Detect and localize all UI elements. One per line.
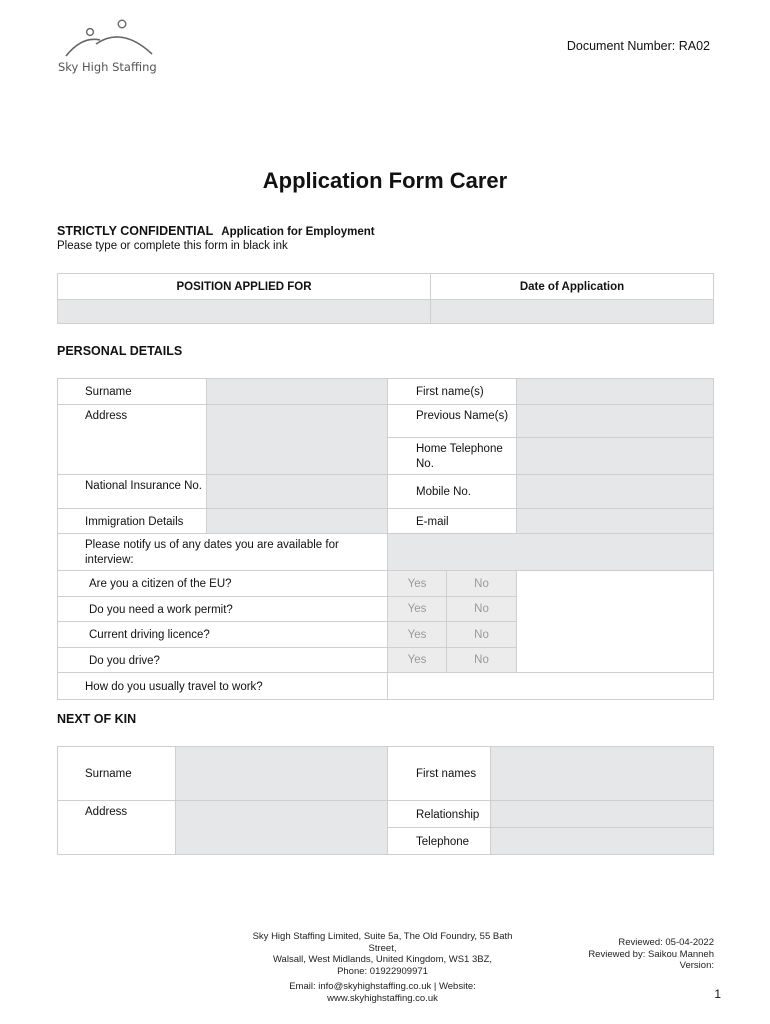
home-telephone-label: Home Telephone No. bbox=[388, 438, 517, 475]
page-title: Application Form Carer bbox=[262, 168, 508, 193]
national-insurance-label: National Insurance No. bbox=[58, 475, 207, 509]
nok-surname-label: Surname bbox=[58, 747, 176, 801]
nok-first-names-field[interactable] bbox=[491, 747, 714, 801]
surname-field[interactable] bbox=[207, 379, 388, 405]
travel-field[interactable] bbox=[388, 673, 714, 700]
confidential-label: STRICTLY CONFIDENTIAL bbox=[57, 224, 214, 238]
mobile-field[interactable] bbox=[517, 475, 714, 509]
position-table bbox=[57, 273, 714, 324]
drive-question: Do you drive? bbox=[58, 648, 388, 673]
nok-address-field[interactable] bbox=[176, 801, 388, 855]
previous-names-field[interactable] bbox=[517, 405, 714, 438]
reviewed-date: Reviewed: 05-04-2022 bbox=[618, 937, 714, 948]
interview-dates-label: Please notify us of any dates you are available for interview: bbox=[58, 534, 388, 571]
email-field[interactable] bbox=[517, 509, 714, 534]
mobile-label: Mobile No. bbox=[388, 475, 517, 509]
email-label: E-mail bbox=[388, 509, 517, 534]
driving-licence-no[interactable]: No bbox=[447, 622, 517, 648]
next-of-kin-heading: NEXT OF KIN bbox=[57, 712, 137, 726]
national-insurance-field[interactable] bbox=[207, 475, 388, 509]
page-number: 1 bbox=[714, 987, 721, 1001]
next-of-kin-table bbox=[57, 746, 714, 855]
nok-relationship-field[interactable] bbox=[491, 801, 714, 828]
footer-line-3: Phone: 01922909971 bbox=[337, 965, 428, 977]
document-number: Document Number: RA02 bbox=[566, 39, 710, 53]
position-applied-field[interactable] bbox=[58, 300, 431, 324]
immigration-field[interactable] bbox=[207, 509, 388, 534]
address-field[interactable] bbox=[207, 405, 388, 475]
driving-licence-question: Current driving licence? bbox=[58, 622, 388, 648]
nok-surname-field[interactable] bbox=[176, 747, 388, 801]
footer-line-1: Sky High Staffing Limited, Suite 5a, The Old Foundry, 55 Bath Street, bbox=[252, 931, 513, 954]
people-arch-logo-icon bbox=[62, 18, 158, 60]
company-logo bbox=[56, 18, 166, 78]
personal-details-table bbox=[57, 378, 714, 700]
nok-address-label: Address bbox=[58, 801, 176, 855]
logo-text: Sky High Staffing bbox=[58, 60, 157, 74]
reviewed-by: Reviewed by: Saikou Manneh bbox=[588, 948, 714, 960]
interview-dates-field[interactable] bbox=[388, 534, 714, 571]
drive-yes[interactable]: Yes bbox=[388, 648, 447, 673]
previous-names-label: Previous Name(s) bbox=[388, 405, 517, 438]
version: Version: bbox=[679, 960, 714, 971]
eu-citizen-question: Are you a citizen of the EU? bbox=[58, 571, 388, 597]
eu-citizen-yes[interactable]: Yes bbox=[388, 571, 447, 597]
review-info bbox=[588, 937, 714, 972]
confidential-subtitle: Application for Employment bbox=[221, 226, 375, 238]
footer-line-4: Email: info@skyhighstaffing.co.uk | Website: bbox=[289, 981, 476, 992]
work-permit-question: Do you need a work permit? bbox=[58, 597, 388, 622]
footer-website: www.skyhighstaffing.co.uk bbox=[327, 992, 438, 1004]
drive-no[interactable]: No bbox=[447, 648, 517, 673]
footer-address bbox=[245, 931, 520, 1004]
date-of-application-field[interactable] bbox=[431, 300, 714, 324]
questions-blank-area bbox=[517, 571, 714, 673]
first-names-field[interactable] bbox=[517, 379, 714, 405]
position-applied-header: POSITION APPLIED FOR bbox=[58, 274, 431, 300]
address-label: Address bbox=[58, 405, 207, 475]
confidential-heading bbox=[57, 224, 375, 238]
work-permit-yes[interactable]: Yes bbox=[388, 597, 447, 622]
work-permit-no[interactable]: No bbox=[447, 597, 517, 622]
driving-licence-yes[interactable]: Yes bbox=[388, 622, 447, 648]
home-telephone-field[interactable] bbox=[517, 438, 714, 475]
nok-telephone-field[interactable] bbox=[491, 828, 714, 855]
personal-details-heading: PERSONAL DETAILS bbox=[57, 344, 183, 358]
surname-label: Surname bbox=[58, 379, 207, 405]
nok-first-names-label: First names bbox=[388, 747, 491, 801]
footer-line-2: Walsall, West Midlands, United Kingdom, WS1 3BZ, bbox=[272, 954, 493, 965]
date-of-application-header: Date of Application bbox=[431, 274, 714, 300]
instructions-text: Please type or complete this form in black ink bbox=[57, 240, 288, 252]
travel-label: How do you usually travel to work? bbox=[58, 673, 388, 700]
nok-relationship-label: Relationship bbox=[388, 801, 491, 828]
immigration-label: Immigration Details bbox=[58, 509, 207, 534]
nok-telephone-label: Telephone bbox=[388, 828, 491, 855]
eu-citizen-no[interactable]: No bbox=[447, 571, 517, 597]
first-names-label: First name(s) bbox=[388, 379, 517, 405]
